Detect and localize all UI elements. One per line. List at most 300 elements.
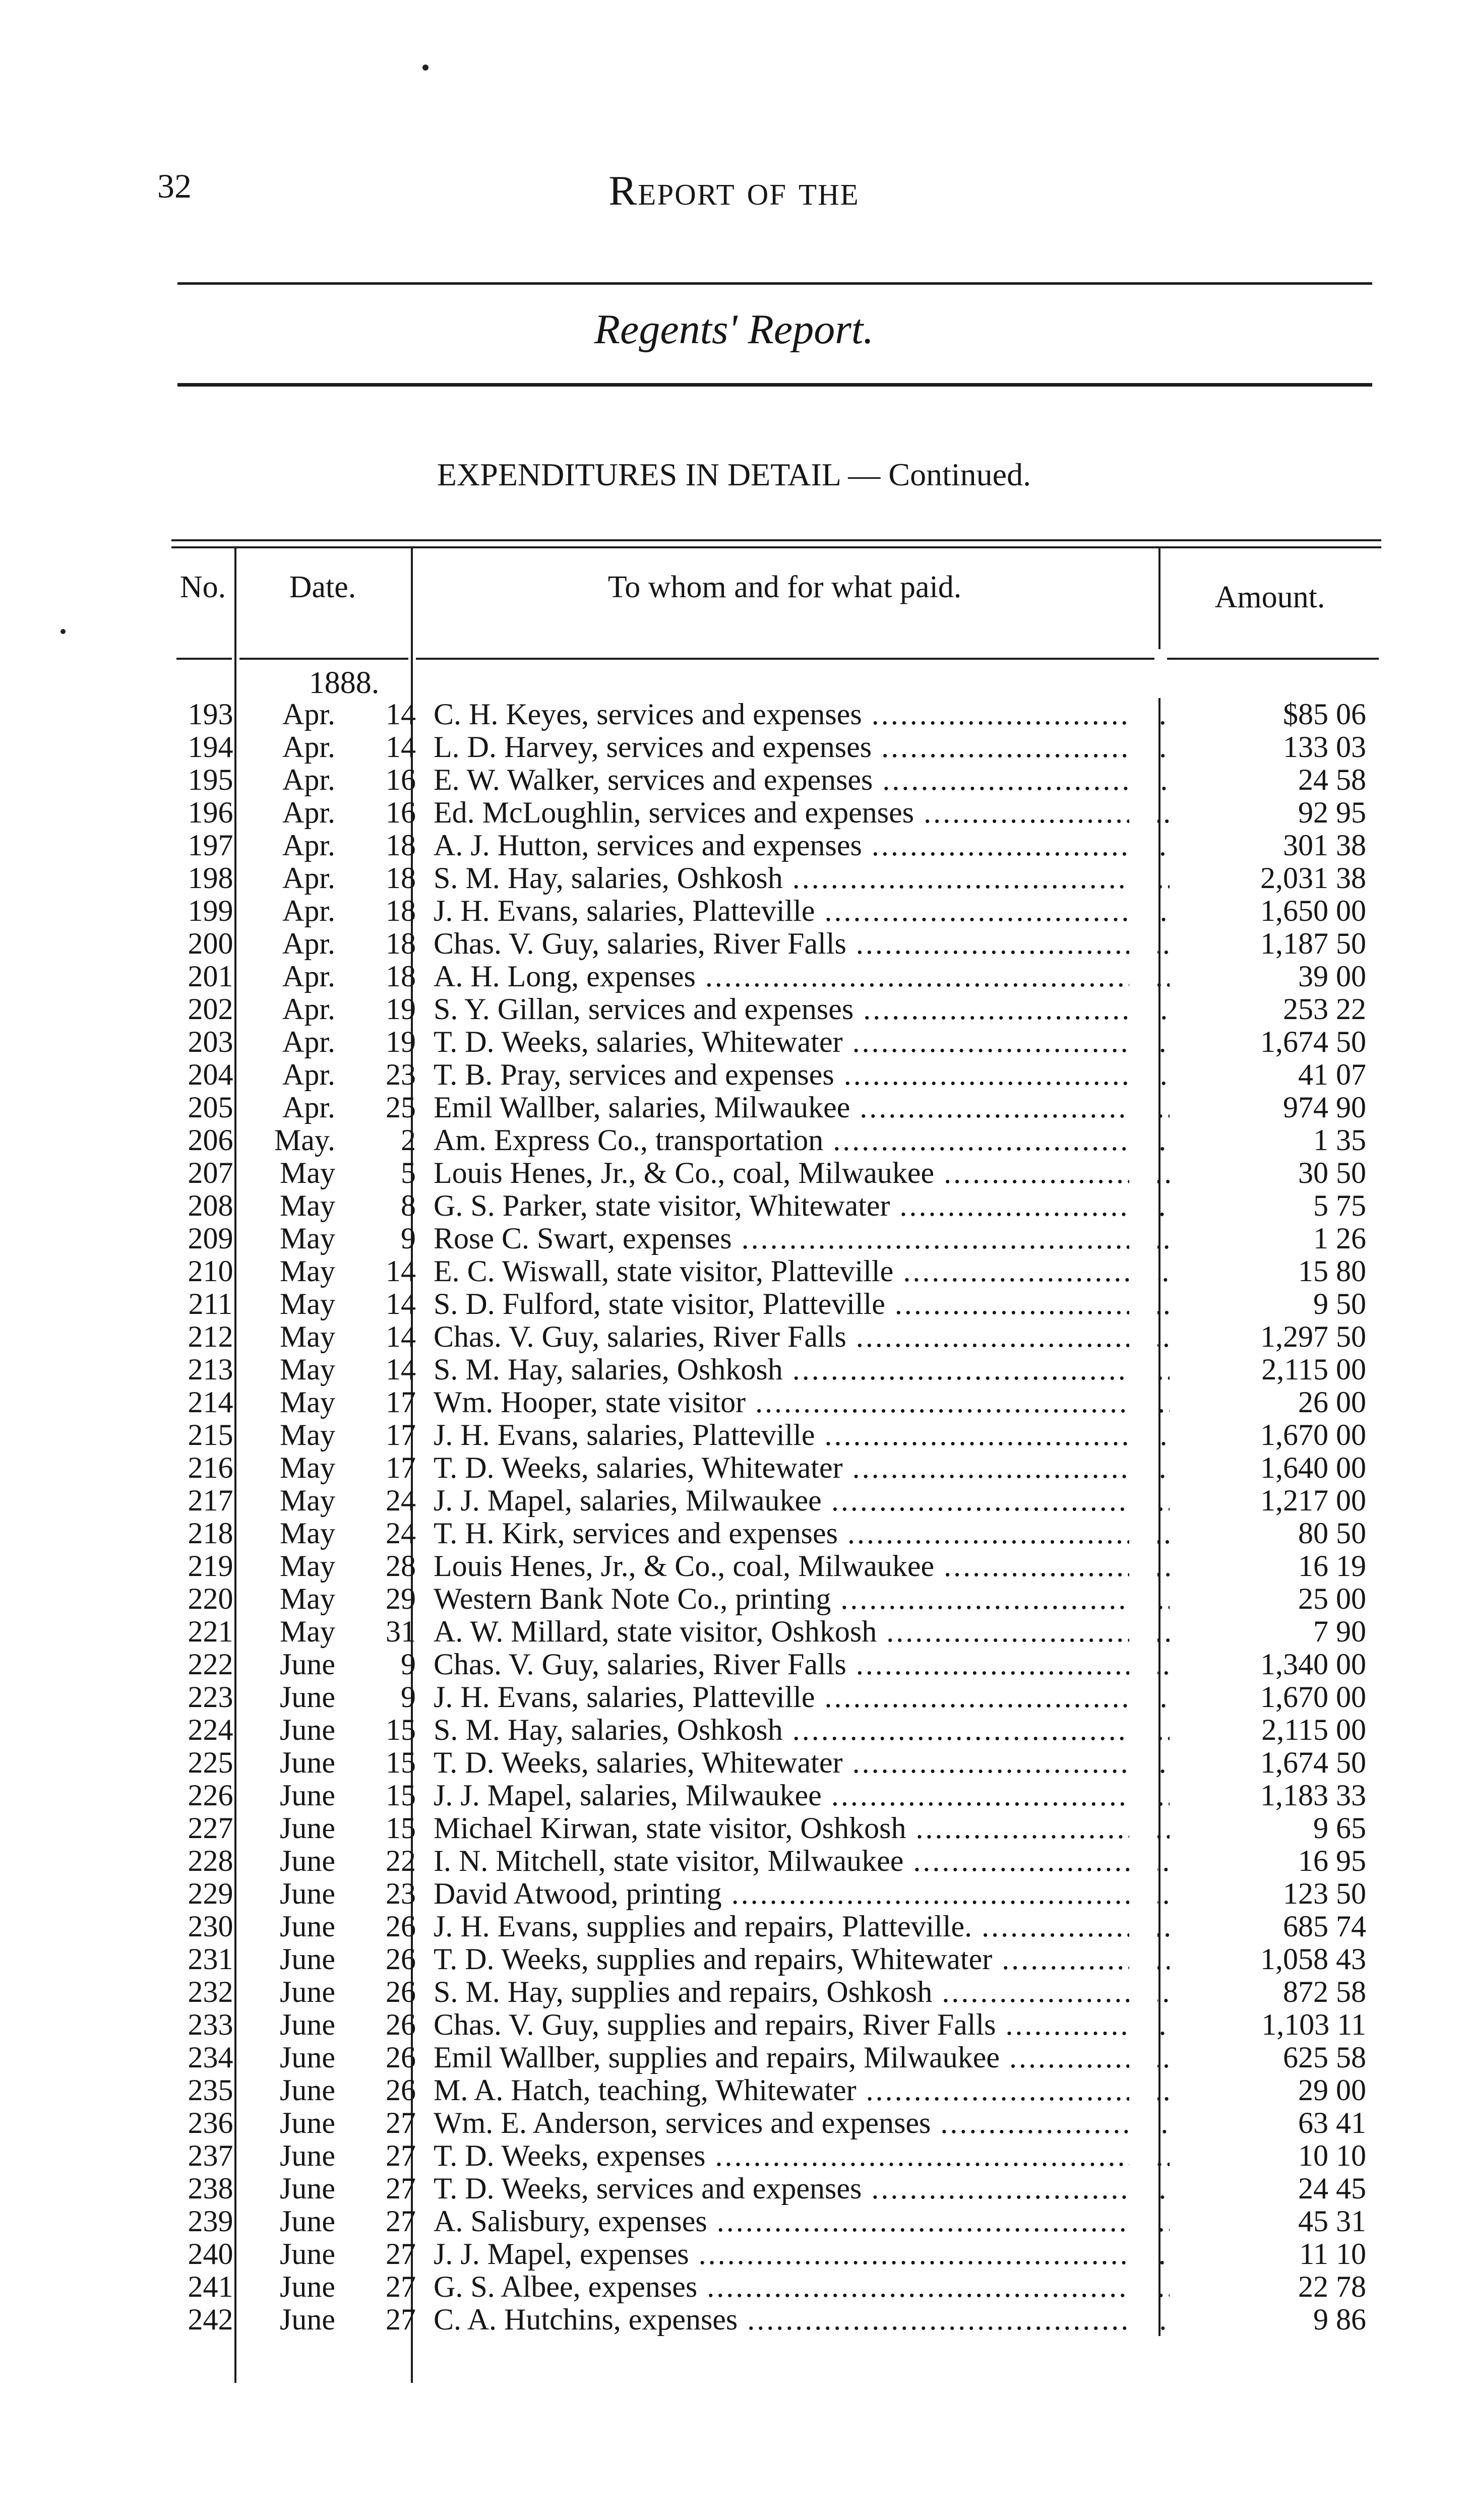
leader-gap xyxy=(1129,1124,1157,1157)
entry-payee: J. J. Mapel, salaries, Milwaukee ..... xyxy=(434,1779,1331,1812)
entry-day: 9 xyxy=(401,1648,416,1681)
table-row xyxy=(171,1877,1381,1910)
entry-amount: 872 58 xyxy=(1170,1976,1376,2008)
table-row xyxy=(171,698,1381,731)
entry-month: Apr. xyxy=(282,960,335,993)
table-row xyxy=(171,2303,1381,2336)
table-row xyxy=(171,1353,1381,1386)
entry-month: June xyxy=(280,1746,335,1779)
entry-month: Apr. xyxy=(282,829,335,862)
entry-number: 211 xyxy=(188,1287,233,1320)
entry-day: 14 xyxy=(386,1287,416,1320)
table-row xyxy=(171,2107,1381,2139)
entry-payee: Chas. V. Guy, salaries, River Falls ..... xyxy=(434,1648,1331,1681)
entry-amount: 301 38 xyxy=(1170,829,1376,862)
amount-divider xyxy=(1158,1288,1160,1320)
entry-payee: Wm. Hooper, state visitor ..... xyxy=(434,1386,1331,1419)
entry-payee: E. W. Walker, services and expenses ..... xyxy=(434,764,1331,796)
leader-gap xyxy=(1129,1943,1157,1976)
entry-amount: 1,670 00 xyxy=(1170,1419,1376,1452)
entry-number: 233 xyxy=(188,2008,233,2041)
table-row xyxy=(171,862,1381,895)
leader-gap xyxy=(1129,1583,1157,1615)
header-no: No. xyxy=(179,570,226,604)
entry-payee: T. D. Weeks, services and expenses ..... xyxy=(434,2172,1331,2205)
speck-mark xyxy=(422,65,429,71)
speck-mark xyxy=(60,629,66,634)
entry-day: 25 xyxy=(386,1091,416,1124)
entry-number: 208 xyxy=(188,1189,233,1222)
entry-payee: Rose C. Swart, expenses ..... xyxy=(434,1222,1331,1255)
entry-payee: G. S. Parker, state visitor, Whitewater ..... xyxy=(434,1189,1331,1222)
amount-divider xyxy=(1158,2303,1160,2336)
entry-day: 24 xyxy=(386,1517,416,1550)
entry-number: 207 xyxy=(188,1156,233,1189)
entry-month: Apr. xyxy=(282,1025,335,1058)
table-row xyxy=(171,1746,1381,1779)
entry-amount: 9 50 xyxy=(1170,1288,1376,1320)
entry-payee: David Atwood, printing ..... xyxy=(434,1877,1331,1910)
amount-divider xyxy=(1158,1189,1160,1222)
leader-gap xyxy=(1129,1484,1157,1517)
entry-amount: 9 86 xyxy=(1170,2303,1376,2336)
entry-month: May xyxy=(280,1418,335,1452)
leader-gap xyxy=(1129,698,1157,731)
amount-divider xyxy=(1158,2139,1160,2172)
entry-number: 196 xyxy=(188,796,233,829)
leader-gap xyxy=(1129,1550,1157,1583)
page-number: 32 xyxy=(157,167,192,205)
entry-payee: A. H. Long, expenses ..... xyxy=(434,960,1331,993)
amount-divider xyxy=(1158,1320,1160,1353)
entry-payee: Wm. E. Anderson, services and expenses ..... xyxy=(434,2107,1331,2139)
entry-number: 197 xyxy=(188,829,233,862)
entry-day: 15 xyxy=(386,1713,416,1746)
section-title: EXPENDITURES IN DETAIL — Continued. xyxy=(437,457,1031,492)
entry-amount: 2,031 38 xyxy=(1170,862,1376,895)
entry-payee: G. S. Albee, expenses ..... xyxy=(434,2271,1331,2303)
entry-month: Apr. xyxy=(282,1058,335,1091)
leader-gap xyxy=(1129,1157,1157,1189)
header-date: Date. xyxy=(289,570,356,604)
entry-amount: 41 07 xyxy=(1170,1058,1376,1091)
entry-day: 14 xyxy=(386,698,416,731)
amount-divider xyxy=(1158,829,1160,862)
entry-amount: 1,183 33 xyxy=(1170,1779,1376,1812)
entry-day: 9 xyxy=(401,1680,416,1714)
amount-divider xyxy=(1158,1517,1160,1550)
entry-day: 17 xyxy=(386,1385,416,1419)
table-row xyxy=(171,1681,1381,1714)
entry-payee: J. H. Evans, salaries, Platteville ..... xyxy=(434,895,1331,927)
entry-month: May xyxy=(280,1385,335,1419)
amount-divider xyxy=(1158,1058,1160,1091)
leader-gap xyxy=(1129,1222,1157,1255)
entry-number: 203 xyxy=(188,1025,233,1058)
leader-gap xyxy=(1129,2139,1157,2172)
leader-gap xyxy=(1129,1419,1157,1452)
amount-divider xyxy=(1158,2107,1160,2139)
entry-number: 200 xyxy=(188,927,233,960)
leader-gap xyxy=(1129,1648,1157,1681)
entry-day: 27 xyxy=(386,2106,416,2139)
report-subtitle: Regents' Report. xyxy=(594,306,874,353)
entry-month: June xyxy=(280,1975,335,2008)
entry-month: June xyxy=(280,2041,335,2074)
amount-divider xyxy=(1158,1714,1160,1746)
entry-payee: T. D. Weeks, expenses ..... xyxy=(434,2139,1331,2172)
leader-gap xyxy=(1129,1877,1157,1910)
entry-day: 19 xyxy=(386,1025,416,1058)
header-underline-date xyxy=(239,658,408,660)
amount-divider xyxy=(1158,895,1160,927)
entry-month: June xyxy=(280,1648,335,1681)
entry-amount: 685 74 xyxy=(1170,1910,1376,1943)
leader-gap xyxy=(1129,2008,1157,2041)
leader-gap xyxy=(1129,1255,1157,1288)
entry-number: 217 xyxy=(188,1484,233,1517)
table-row xyxy=(171,1189,1381,1222)
entry-day: 18 xyxy=(386,829,416,862)
entry-number: 235 xyxy=(188,2073,233,2107)
entry-month: Apr. xyxy=(282,861,335,895)
entry-payee: S. D. Fulford, state visitor, Platteville ..... xyxy=(434,1288,1331,1320)
table-row xyxy=(171,1157,1381,1189)
leader-gap xyxy=(1129,1779,1157,1812)
entry-amount: 39 00 xyxy=(1170,960,1376,993)
entry-amount: 11 10 xyxy=(1170,2238,1376,2271)
entry-amount: 1,187 50 xyxy=(1170,927,1376,960)
entry-month: May xyxy=(280,1156,335,1189)
table-row xyxy=(171,1419,1381,1452)
table-row xyxy=(171,1222,1381,1255)
entry-month: Apr. xyxy=(282,698,335,731)
leader-gap xyxy=(1129,2107,1157,2139)
amount-divider xyxy=(1158,1124,1160,1157)
entry-payee: M. A. Hatch, teaching, Whitewater ..... xyxy=(434,2074,1331,2107)
table-row xyxy=(171,1845,1381,1877)
table-row xyxy=(171,2205,1381,2238)
header-underline-no xyxy=(176,658,232,660)
entry-day: 27 xyxy=(386,2237,416,2271)
leader-gap xyxy=(1129,1189,1157,1222)
table-row xyxy=(171,2271,1381,2303)
entry-payee: Chas. V. Guy, salaries, River Falls ..... xyxy=(434,927,1331,960)
entry-month: June xyxy=(280,1811,335,1845)
amount-divider xyxy=(1158,862,1160,895)
table-row xyxy=(171,1386,1381,1419)
entry-amount: 1,650 00 xyxy=(1170,895,1376,927)
amount-divider xyxy=(1158,1681,1160,1714)
amount-divider xyxy=(1158,1026,1160,1058)
entry-day: 26 xyxy=(386,2008,416,2041)
entry-number: 205 xyxy=(188,1091,233,1124)
table-row xyxy=(171,1320,1381,1353)
entry-amount: 1,297 50 xyxy=(1170,1320,1376,1353)
entry-amount: 24 58 xyxy=(1170,764,1376,796)
leader-gap xyxy=(1129,895,1157,927)
entry-month: June xyxy=(280,2172,335,2205)
entry-month: June xyxy=(280,1910,335,1943)
table-row xyxy=(171,764,1381,796)
entry-payee: S. M. Hay, salaries, Oshkosh ..... xyxy=(434,1353,1331,1386)
entry-month: June xyxy=(280,2204,335,2238)
amount-divider xyxy=(1158,2238,1160,2271)
table-row xyxy=(171,1910,1381,1943)
entry-month: June xyxy=(280,2008,335,2041)
leader-gap xyxy=(1129,2172,1157,2205)
entry-payee: T. B. Pray, services and expenses ..... xyxy=(434,1058,1331,1091)
table-row xyxy=(171,993,1381,1026)
entry-day: 28 xyxy=(386,1549,416,1583)
entry-payee: C. H. Keyes, services and expenses ..... xyxy=(434,698,1331,731)
table-row xyxy=(171,731,1381,764)
entry-day: 24 xyxy=(386,1484,416,1517)
leader-gap xyxy=(1129,960,1157,993)
entry-payee: Emil Wallber, salaries, Milwaukee ..... xyxy=(434,1091,1331,1124)
entry-day: 14 xyxy=(386,1254,416,1288)
entry-day: 26 xyxy=(386,1942,416,1976)
entry-payee: L. D. Harvey, services and expenses ..... xyxy=(434,731,1331,764)
amount-divider xyxy=(1158,1583,1160,1615)
entry-number: 215 xyxy=(188,1418,233,1452)
entry-day: 15 xyxy=(386,1811,416,1845)
entry-amount: 1,217 00 xyxy=(1170,1484,1376,1517)
entry-payee: Louis Henes, Jr., & Co., coal, Milwaukee ..... xyxy=(434,1550,1331,1583)
leader-gap xyxy=(1129,796,1157,829)
entry-number: 237 xyxy=(188,2139,233,2172)
entry-amount: 133 03 xyxy=(1170,731,1376,764)
table-row xyxy=(171,1255,1381,1288)
table-row xyxy=(171,829,1381,862)
entry-day: 27 xyxy=(386,2172,416,2205)
entry-amount: 974 90 xyxy=(1170,1091,1376,1124)
amount-divider xyxy=(1158,1615,1160,1648)
leader-gap xyxy=(1129,829,1157,862)
leader-gap xyxy=(1129,1320,1157,1353)
entry-day: 15 xyxy=(386,1746,416,1779)
entry-payee: S. M. Hay, supplies and repairs, Oshkosh ..... xyxy=(434,1976,1331,2008)
entry-number: 216 xyxy=(188,1451,233,1484)
entry-month: May xyxy=(280,1287,335,1320)
entry-number: 210 xyxy=(188,1254,233,1288)
amount-divider xyxy=(1158,1452,1160,1484)
entry-amount: 63 41 xyxy=(1170,2107,1376,2139)
entry-number: 220 xyxy=(188,1582,233,1615)
table-row xyxy=(171,1452,1381,1484)
amount-divider xyxy=(1158,1845,1160,1877)
entry-day: 2 xyxy=(401,1123,416,1157)
entry-month: May xyxy=(280,1254,335,1288)
entry-month: Apr. xyxy=(282,1091,335,1124)
entry-month: June xyxy=(280,2303,335,2336)
entry-amount: 1,670 00 xyxy=(1170,1681,1376,1714)
table-row xyxy=(171,1583,1381,1615)
entry-number: 230 xyxy=(188,1910,233,1943)
entry-month: June xyxy=(280,1680,335,1714)
entry-number: 226 xyxy=(188,1779,233,1812)
leader-gap xyxy=(1129,731,1157,764)
entry-month: Apr. xyxy=(282,730,335,764)
table-row xyxy=(171,1288,1381,1320)
entry-payee: T. H. Kirk, services and expenses ..... xyxy=(434,1517,1331,1550)
running-head xyxy=(0,166,1468,215)
entry-day: 27 xyxy=(386,2139,416,2172)
entry-number: 194 xyxy=(188,730,233,764)
leader-gap xyxy=(1129,1976,1157,2008)
entry-amount: 253 22 xyxy=(1170,993,1376,1026)
entry-month: May xyxy=(280,1222,335,1255)
entry-day: 16 xyxy=(386,763,416,796)
entry-day: 27 xyxy=(386,2303,416,2336)
amount-divider xyxy=(1158,2074,1160,2107)
entry-payee: J. H. Evans, supplies and repairs, Platteville. ..... xyxy=(434,1910,1331,1943)
entry-amount: 625 58 xyxy=(1170,2041,1376,2074)
entry-payee: Western Bank Note Co., printing ..... xyxy=(434,1583,1331,1615)
entry-day: 18 xyxy=(386,861,416,895)
entry-payee: A. J. Hutton, services and expenses ..... xyxy=(434,829,1331,862)
table-row xyxy=(171,1550,1381,1583)
amount-divider xyxy=(1158,1812,1160,1845)
table-row xyxy=(171,927,1381,960)
header-payee: To whom and for what paid. xyxy=(607,570,962,604)
entry-number: 219 xyxy=(188,1549,233,1583)
amount-divider xyxy=(1158,1419,1160,1452)
entry-number: 239 xyxy=(188,2204,233,2238)
entry-number: 201 xyxy=(188,960,233,993)
entry-amount: 92 95 xyxy=(1170,796,1376,829)
expenditures-table xyxy=(171,539,1381,2379)
entry-month: June xyxy=(280,2106,335,2139)
amount-divider xyxy=(1158,1910,1160,1943)
leader-gap xyxy=(1129,993,1157,1026)
entry-amount: 7 90 xyxy=(1170,1615,1376,1648)
entry-number: 202 xyxy=(188,992,233,1026)
entry-number: 209 xyxy=(188,1222,233,1255)
entry-day: 14 xyxy=(386,1353,416,1386)
entry-day: 26 xyxy=(386,2041,416,2074)
entry-payee: S. M. Hay, salaries, Oshkosh ..... xyxy=(434,1714,1331,1746)
entry-payee: A. Salisbury, expenses ..... xyxy=(434,2205,1331,2238)
entry-month: May xyxy=(280,1517,335,1550)
entry-payee: S. Y. Gillan, services and expenses ..... xyxy=(434,993,1331,1026)
amount-divider xyxy=(1158,2205,1160,2238)
leader-gap xyxy=(1129,764,1157,796)
table-top-rule-2 xyxy=(171,546,1381,548)
entry-payee: J. J. Mapel, expenses ..... xyxy=(434,2238,1331,2271)
leader-gap xyxy=(1129,862,1157,895)
entry-month: Apr. xyxy=(282,763,335,796)
entry-day: 16 xyxy=(386,796,416,829)
table-row xyxy=(171,1943,1381,1976)
entry-amount: 10 10 xyxy=(1170,2139,1376,2172)
entry-day: 26 xyxy=(386,2073,416,2107)
entry-number: 240 xyxy=(188,2237,233,2271)
entry-number: 238 xyxy=(188,2172,233,2205)
entry-number: 241 xyxy=(188,2270,233,2303)
entry-payee: T. D. Weeks, supplies and repairs, Whitewater ..... xyxy=(434,1943,1331,1976)
amount-divider xyxy=(1158,764,1160,796)
entry-number: 193 xyxy=(188,698,233,731)
subtitle-rule xyxy=(177,383,1372,387)
entry-day: 23 xyxy=(386,1058,416,1091)
entry-amount: 1,340 00 xyxy=(1170,1648,1376,1681)
table-row xyxy=(171,1812,1381,1845)
amount-divider xyxy=(1158,2041,1160,2074)
table-row xyxy=(171,895,1381,927)
entry-number: 228 xyxy=(188,1844,233,1877)
leader-gap xyxy=(1129,2271,1157,2303)
entry-month: June xyxy=(280,1942,335,1976)
leader-gap xyxy=(1129,1026,1157,1058)
leader-gap xyxy=(1129,2074,1157,2107)
entry-month: June xyxy=(280,1844,335,1877)
entry-day: 14 xyxy=(386,730,416,764)
entry-day: 8 xyxy=(401,1189,416,1222)
entry-day: 19 xyxy=(386,992,416,1026)
entry-number: 223 xyxy=(188,1680,233,1714)
table-row xyxy=(171,1124,1381,1157)
table-row xyxy=(171,1714,1381,1746)
leader-gap xyxy=(1129,2041,1157,2074)
entry-day: 26 xyxy=(386,1910,416,1943)
leader-gap xyxy=(1129,1517,1157,1550)
entry-payee: J. J. Mapel, salaries, Milwaukee ..... xyxy=(434,1484,1331,1517)
entry-amount: 29 00 xyxy=(1170,2074,1376,2107)
entry-amount: 45 31 xyxy=(1170,2205,1376,2238)
entry-month: May xyxy=(280,1549,335,1583)
amount-divider xyxy=(1158,1976,1160,2008)
amount-divider xyxy=(1158,1255,1160,1288)
entry-number: 213 xyxy=(188,1353,233,1386)
running-head-text: Report of the xyxy=(608,167,860,214)
amount-divider xyxy=(1158,2008,1160,2041)
entry-number: 225 xyxy=(188,1746,233,1779)
table-row xyxy=(171,2074,1381,2107)
entry-amount: 1 35 xyxy=(1170,1124,1376,1157)
header-underline-payee xyxy=(416,658,1154,660)
entry-month: May xyxy=(280,1189,335,1222)
entry-payee: Chas. V. Guy, supplies and repairs, River Falls ..... xyxy=(434,2008,1331,2041)
leader-gap xyxy=(1129,1681,1157,1714)
entry-payee: Ed. McLoughlin, services and expenses ..... xyxy=(434,796,1331,829)
amount-divider xyxy=(1158,1157,1160,1189)
entry-payee: Am. Express Co., transportation ..... xyxy=(434,1124,1331,1157)
entry-day: 17 xyxy=(386,1451,416,1484)
leader-gap xyxy=(1129,1746,1157,1779)
entry-amount: 9 65 xyxy=(1170,1812,1376,1845)
entry-number: 198 xyxy=(188,861,233,895)
amount-divider xyxy=(1158,1484,1160,1517)
entry-day: 27 xyxy=(386,2204,416,2238)
entry-day: 27 xyxy=(386,2270,416,2303)
entry-month: June xyxy=(280,2237,335,2271)
entry-day: 29 xyxy=(386,1582,416,1615)
entry-number: 204 xyxy=(188,1058,233,1091)
entry-amount: 1,674 50 xyxy=(1170,1746,1376,1779)
entry-amount: 22 78 xyxy=(1170,2271,1376,2303)
entry-month: June xyxy=(280,1779,335,1812)
leader-gap xyxy=(1129,1812,1157,1845)
leader-gap xyxy=(1129,1353,1157,1386)
entry-amount: 30 50 xyxy=(1170,1157,1376,1189)
entry-number: 222 xyxy=(188,1648,233,1681)
entry-day: 14 xyxy=(386,1320,416,1353)
amount-divider xyxy=(1158,1779,1160,1812)
amount-divider xyxy=(1158,796,1160,829)
year-label: 1888. xyxy=(309,666,380,700)
entry-number: 227 xyxy=(188,1811,233,1845)
